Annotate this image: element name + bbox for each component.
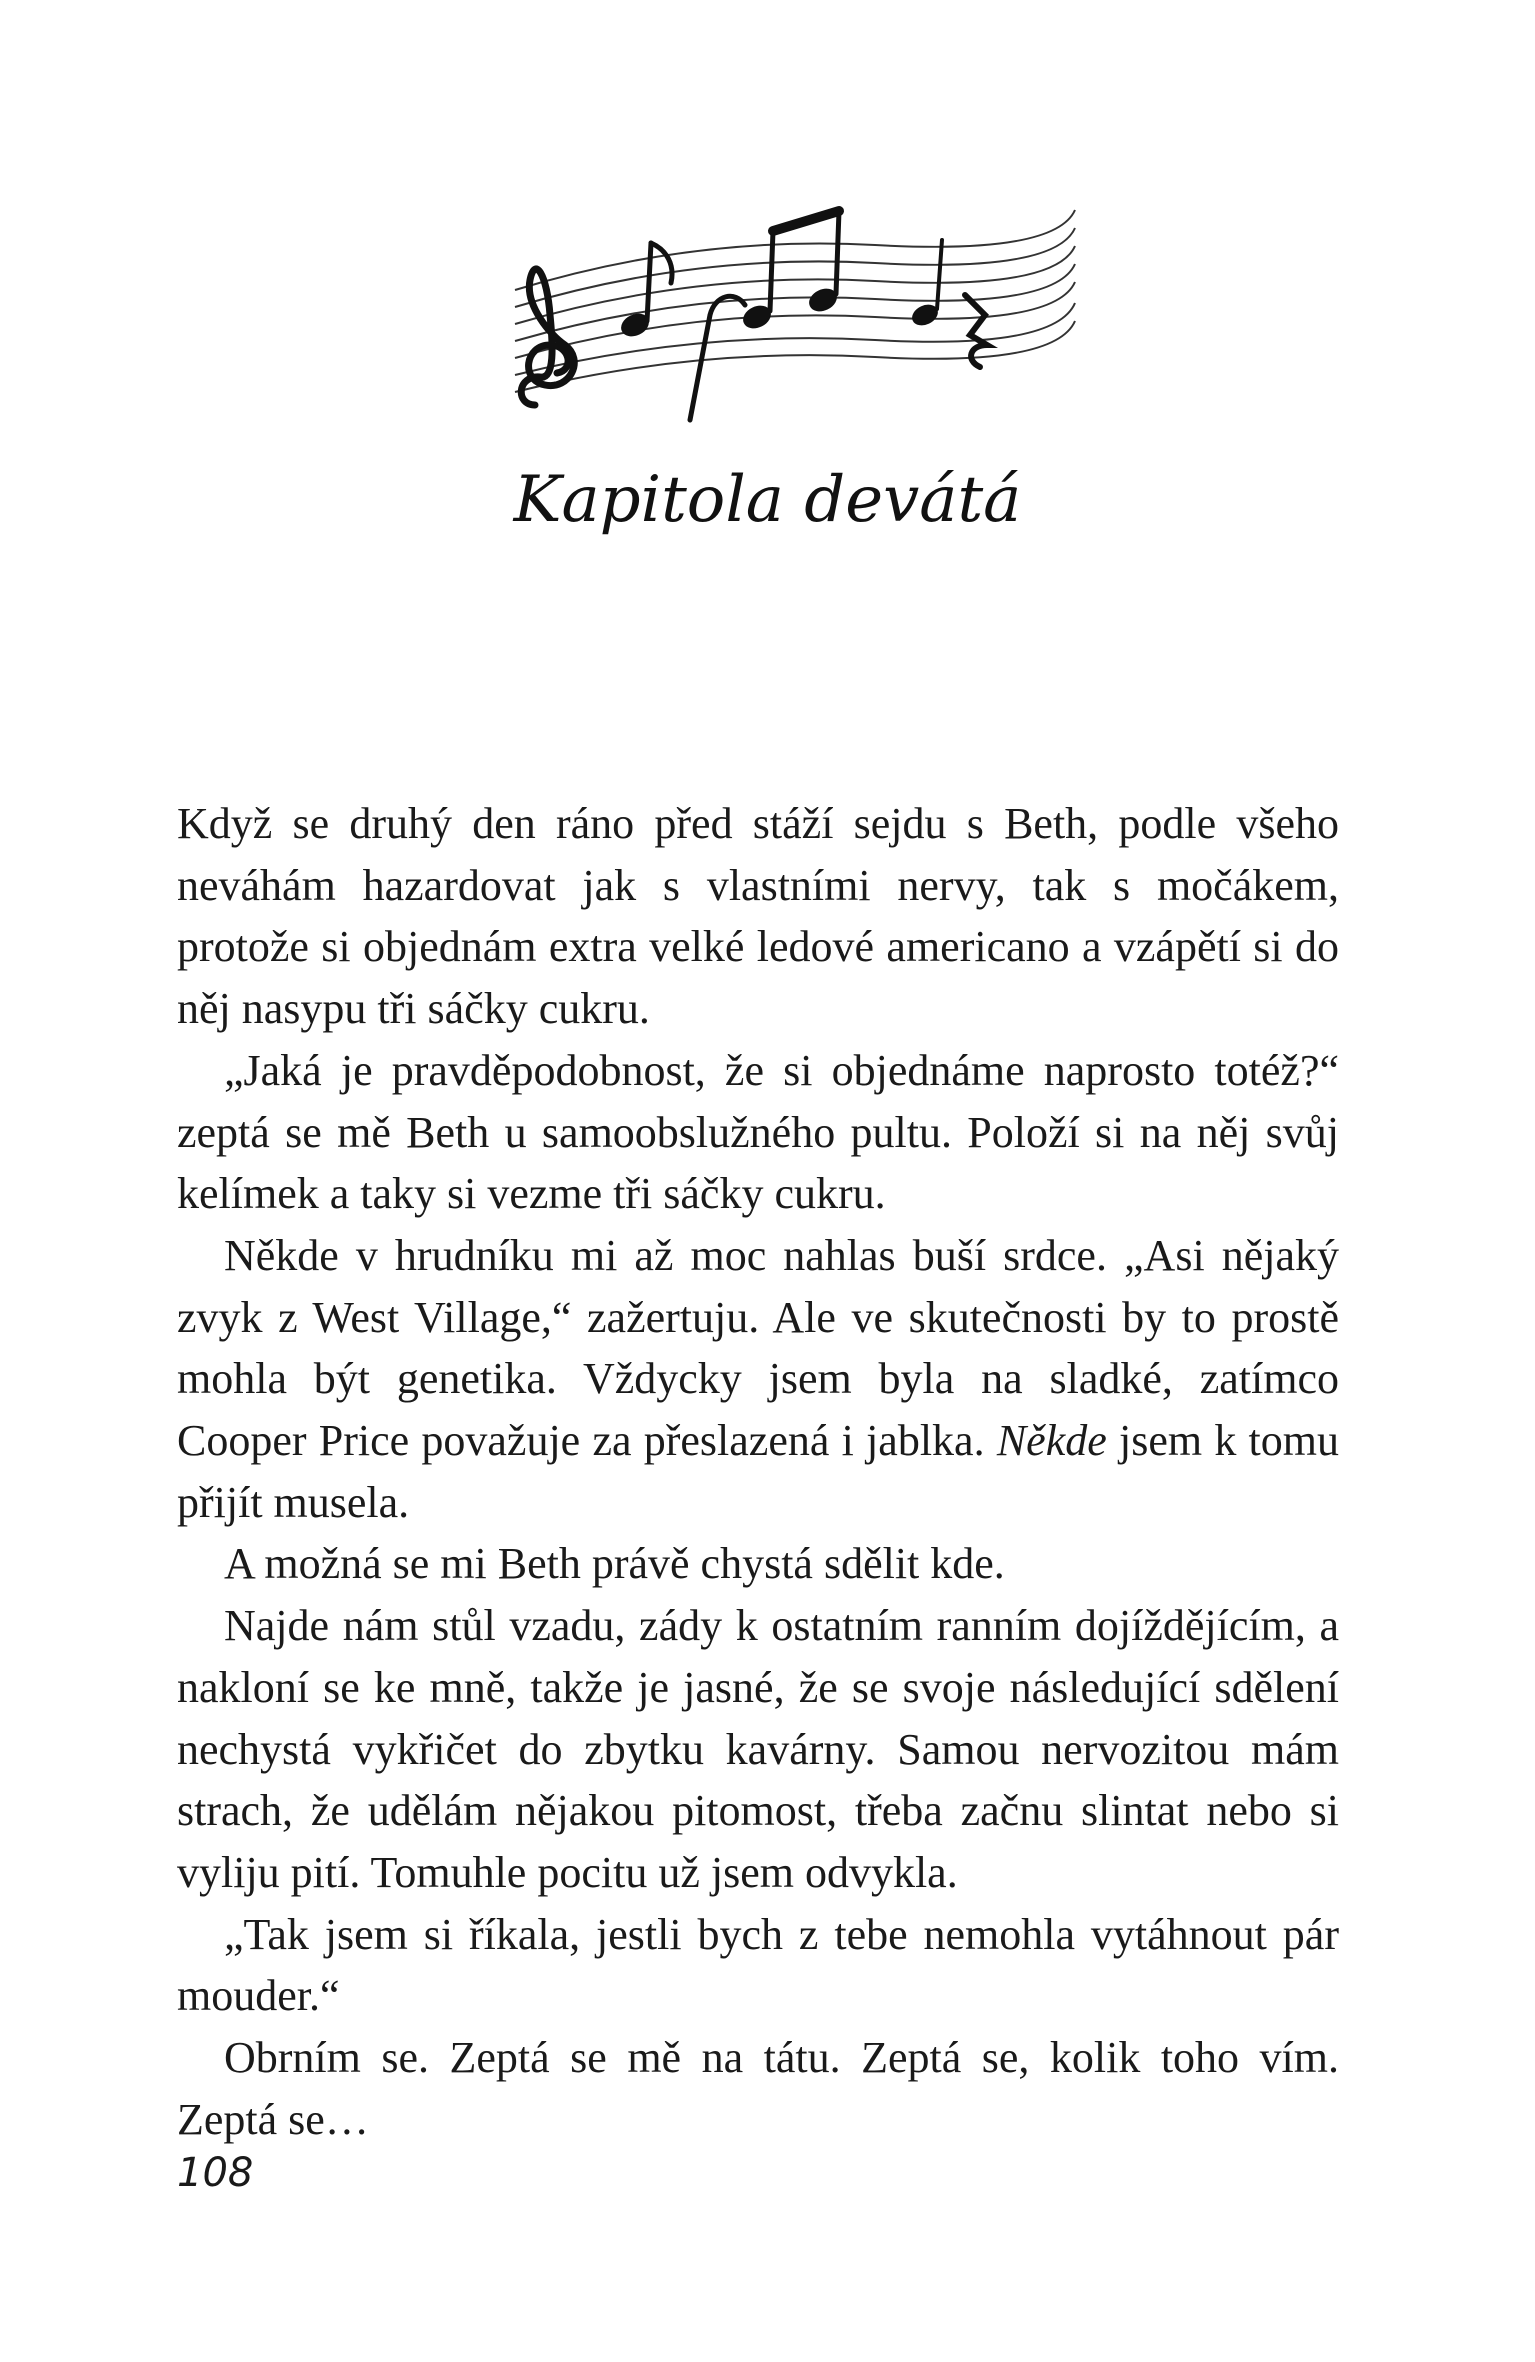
note-stem <box>937 240 942 309</box>
paragraph: Když se druhý den ráno před stáží sejdu s Beth, podle všeho neváhám hazardovat jak s vlastními nervy, tak s močákem, protože si objednám extra velké ledové americano a vzápětí si do něj nasypu tři sáčky cukru. <box>177 799 1339 1034</box>
paragraph: „Jaká je pravděpodobnost, že si objednáme naprosto totéž?“ zeptá se mě Beth u samoobslužného pultu. Položí si na něj svůj kelímek a taky si vezme tři sáčky cukru. <box>177 1045 1339 1219</box>
page-number: 108 <box>177 2150 254 2196</box>
note-flag <box>651 243 672 283</box>
paragraph-text: Někde v hrudníku mi až moc nahlas buší srdce. „Asi nějaký zvyk z West Village,“ zažertuju. Ale ve skutečnosti by to prostě mohla být genetika. Vždycky jsem byla na sladké, zatímco Cooper Price považuje za přeslazená i jablka. <box>177 1230 1339 1466</box>
emphasis-text: Někde <box>996 1416 1107 1466</box>
paragraph <box>177 1225 1339 1534</box>
chapter-title: Kapitola devátá <box>513 463 1022 537</box>
note-stem <box>770 231 773 311</box>
paragraph: Najde nám stůl vzadu, zády k ostatním ranním dojíždějícím, a nakloní se ke mně, takže je jasné, že se svoje následující sdělení nechystá vykřičet do zbytku kavárny. Samou nervozitou mám strach, že udělám nějakou pitomost, třeba začnu slintat nebo si vyliju pití. Tomuhle pocitu už jsem odvykla. <box>177 1601 1339 1897</box>
music-notes-icon <box>495 195 1085 425</box>
paragraph: Obrním se. Zeptá se mě na tátu. Zeptá se, kolik toho vím. Zeptá se… <box>177 2033 1339 2144</box>
body-text <box>177 793 1339 2150</box>
paragraph-text: jsem k tomu přijít musela. <box>177 1416 1339 1527</box>
staff-line <box>515 303 1075 375</box>
paragraph: A možná se mi Beth právě chystá sdělit kde. <box>224 1539 1005 1589</box>
note-beam <box>773 211 839 231</box>
note-stem <box>647 243 651 321</box>
note-stem <box>836 211 839 294</box>
paragraph: „Tak jsem si říkala, jestli bych z tebe nemohla vytáhnout pár mouder.“ <box>177 1909 1339 2021</box>
